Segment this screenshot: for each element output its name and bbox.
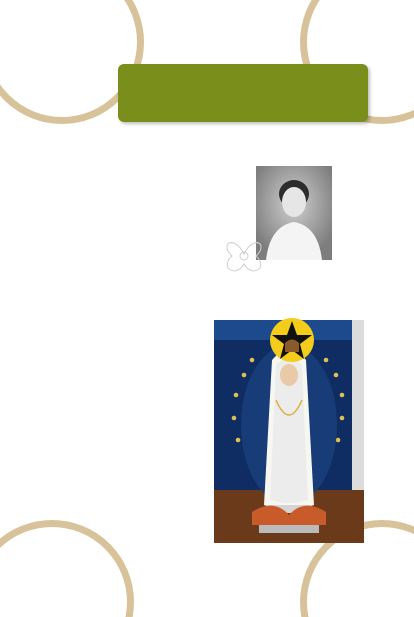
- title-banner: [118, 64, 368, 122]
- corner-ring-bottom-left: [0, 520, 134, 617]
- sketch-flower-decoration: [214, 224, 274, 284]
- star-badge-icon: [268, 316, 316, 364]
